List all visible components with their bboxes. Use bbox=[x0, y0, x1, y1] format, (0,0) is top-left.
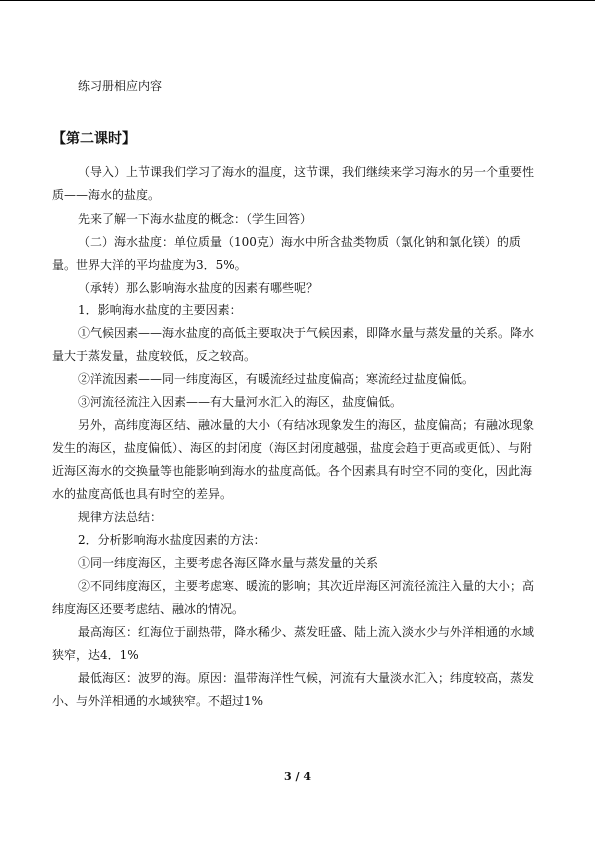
paragraph-line: 最高海区：红海位于副热带，降水稀少、蒸发旺盛、陆上流入淡水少与外洋相通的水域 bbox=[78, 625, 535, 639]
page-number: 3 / 4 bbox=[284, 770, 311, 783]
paragraph-line: 另外，高纬度海区结、融冰量的大小（有结冰现象发生的海区，盐度偏高；有融冰现象 bbox=[78, 418, 535, 432]
paragraph-line: 狭窄，达4．1% bbox=[52, 648, 139, 662]
paragraph-line: 1．影响海水盐度的主要因素： bbox=[78, 303, 242, 317]
section-heading: 【第二课时】 bbox=[52, 131, 136, 147]
paragraph-line: 质——海水的盐度。 bbox=[52, 188, 161, 202]
paragraph-line: 最低海区：波罗的海。原因：温带海洋性气候，河流有大量淡水汇入；纬度较高，蒸发 bbox=[78, 671, 535, 685]
paragraph-line: （承转）那么影响海水盐度的因素有哪些呢？ bbox=[78, 281, 319, 295]
paragraph-line: （二）海水盐度：单位质量（100克）海水中所含盐类物质（氯化钠和氯化镁）的质 bbox=[78, 235, 521, 249]
paragraph-line: 发生的海区，盐度偏低）、海区的封闭度（海区封闭度越强，盐度会趋于更高或更低）、与附 bbox=[52, 441, 533, 455]
paragraph-line: 小、与外洋相通的水域狭窄。不超过1% bbox=[52, 694, 264, 708]
top-border-line bbox=[0, 0, 595, 1]
paragraph-line: ③河流径流注入因素——有大量河水汇入的海区，盐度偏低。 bbox=[78, 395, 403, 409]
paragraph-line: ①气候因素——海水盐度的高低主要取决于气候因素，即降水量与蒸发量的关系。降水 bbox=[78, 326, 535, 340]
paragraph-line: ②不同纬度海区，主要考虑寒、暖流的影响；其次近岸海区河流径流注入量的大小；高 bbox=[78, 579, 535, 593]
paragraph-line: 量。世界大洋的平均盐度为3．5%。 bbox=[52, 258, 247, 272]
paragraph-line: 规律方法总结： bbox=[78, 510, 163, 524]
paragraph-line: 水的盐度高低也具有时空的差异。 bbox=[52, 487, 233, 501]
paragraph-line: 2．分析影响海水盐度因素的方法： bbox=[78, 533, 266, 547]
paragraph-line: （导入）上节课我们学习了海水的温度，这节课，我们继续来学习海水的另一个重要性 bbox=[78, 165, 535, 179]
paragraph-line: 近海区海水的交换量等也能影响到海水的盐度高低。各个因素具有时空不同的变化，因此海 bbox=[52, 464, 533, 478]
paragraph-line: 先来了解一下海水盐度的概念：（学生回答） bbox=[78, 212, 313, 226]
paragraph-line: 量大于蒸发量，盐度较低，反之较高。 bbox=[52, 349, 257, 363]
paragraph-line: ②洋流因素——同一纬度海区，有暖流经过盐度偏高；寒流经过盐度偏低。 bbox=[78, 372, 475, 386]
paragraph-line: 纬度海区还要考虑结、融冰的情况。 bbox=[52, 602, 245, 616]
paragraph-line: ①同一纬度海区，主要考虑各海区降水量与蒸发量的关系 bbox=[78, 556, 379, 570]
intro-line: 练习册相应内容 bbox=[78, 79, 163, 93]
